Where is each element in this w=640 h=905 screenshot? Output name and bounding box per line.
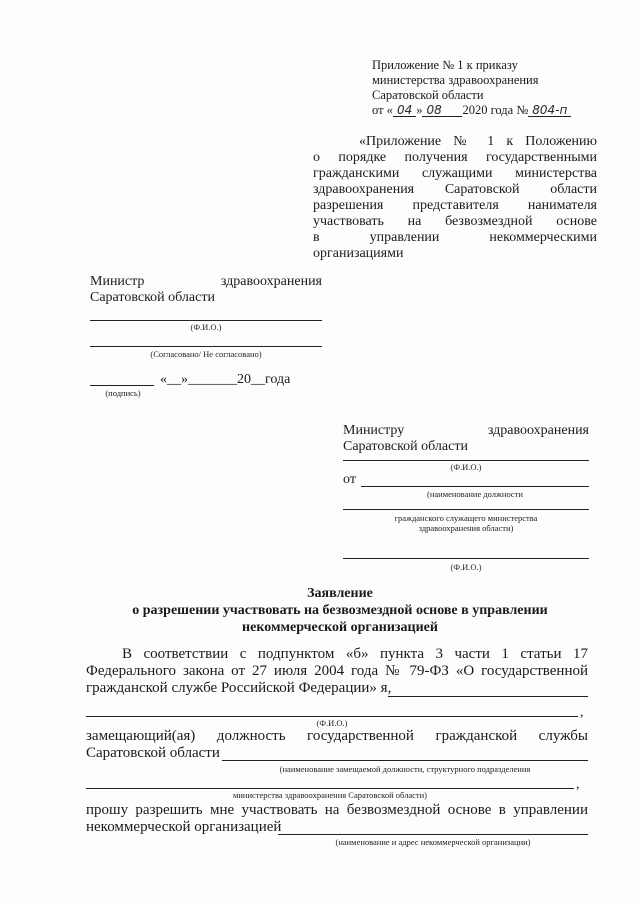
regulation-line: здравоохранения Саратовской области: [313, 182, 597, 197]
appendix-line-3: Саратовской области: [372, 88, 484, 102]
body-region-label: Саратовской области: [86, 745, 220, 761]
addressee-block: [343, 423, 589, 455]
addressee-ministry-field[interactable]: [343, 509, 589, 510]
regulation-line: гражданскими служащими министерства: [313, 166, 597, 181]
body-organization-field[interactable]: [278, 834, 588, 835]
handwritten-day: 04: [393, 104, 416, 117]
handwritten-order-number: 804-п: [528, 104, 571, 117]
body-organization-caption: (наименование и адрес некоммерческой организации): [335, 837, 531, 847]
body-replacing-line: замещающий(ая) должность государственной гражданской службы: [86, 728, 588, 744]
regulation-line: участвовать на безвозмездной основе: [313, 214, 597, 229]
appendix-header: [372, 58, 602, 118]
body-position-field[interactable]: [222, 760, 588, 761]
statement-subtitle-2: некоммерческой организацией: [242, 620, 438, 635]
body-para-line-3: гражданской службе Российской Федерации» я,: [86, 680, 392, 696]
regulation-line: «Приложение № 1 к Положению: [359, 134, 597, 149]
body-ministry-caption: министерства здравоохранения Саратовской области): [232, 790, 428, 800]
approval-title-right: здравоохранения: [220, 274, 322, 289]
body-comma: ,: [580, 705, 584, 720]
handwritten-month: 08: [422, 104, 462, 117]
addressee-fio-caption: (Ф.И.О.): [450, 462, 482, 472]
approval-title-left: Министр: [90, 274, 145, 289]
approval-decision-caption: (Согласовано/ Не согласовано): [150, 349, 262, 359]
addressee-title-right: здравоохранения: [487, 423, 589, 438]
body-request-line-2: некоммерческой организацией: [86, 819, 282, 835]
appendix-date-line: от « 04 » 08 2020 года № 804-п: [372, 103, 602, 118]
regulation-line: организациями: [313, 246, 404, 261]
body-position-caption: (наименование замещаемой должности, структурного подразделения: [279, 764, 531, 774]
approval-region: Саратовской области: [90, 290, 215, 305]
addressee-from-label: от: [343, 472, 356, 487]
regulation-line: в управлении некоммерческими: [313, 230, 597, 245]
addressee-position-field[interactable]: [361, 486, 589, 487]
regulation-line: о порядке получения государственными: [313, 150, 597, 165]
approval-fio-caption: (Ф.И.О.): [190, 322, 222, 332]
approval-signature-caption: (подпись): [105, 388, 141, 398]
statement-title: Заявление: [307, 586, 373, 601]
addressee-position-caption: (наименование должности: [427, 489, 523, 499]
body-ministry-field[interactable]: [86, 788, 574, 789]
body-request-line-1: прошу разрешить мне участвовать на безвозмездной основе в управлении: [86, 802, 588, 818]
approval-signature-field[interactable]: [90, 385, 154, 386]
body-applicant-field-2[interactable]: [86, 716, 578, 717]
regulation-reference: [313, 134, 597, 262]
body-applicant-field-1[interactable]: [388, 696, 588, 697]
approval-decision-field[interactable]: [90, 346, 322, 347]
statement-subtitle-1: о разрешении участвовать на безвозмездной основе в управлении: [132, 603, 548, 618]
addressee-civil-caption-1: гражданского служащего министерства: [394, 513, 538, 523]
regulation-line: разрешения представителя нанимателя: [313, 198, 597, 213]
addressee-region: Саратовской области: [343, 439, 468, 454]
addressee-title-left: Министру: [343, 423, 405, 438]
approval-block: [90, 274, 322, 306]
addressee-fio-field[interactable]: [343, 460, 589, 461]
appendix-line-2: министерства здравоохранения: [372, 73, 539, 87]
body-para-line-2: Федерального закона от 27 июля 2004 года № 79-ФЗ «О государственной: [86, 663, 588, 679]
addressee-civil-caption-2: здравоохранения области): [418, 523, 514, 533]
approval-date: «__»_______20__года: [160, 372, 291, 387]
body-para-line-1: В соответствии с подпунктом «б» пункта 3 части 1 статьи 17: [122, 646, 588, 662]
appendix-line-1: Приложение № 1 к приказу: [372, 58, 518, 72]
addressee-fio-field-2[interactable]: [343, 558, 589, 559]
body-fio-caption: (Ф.И.О.): [316, 718, 348, 728]
body-comma-2: ,: [576, 777, 580, 792]
addressee-fio-caption-2: (Ф.И.О.): [450, 562, 482, 572]
approval-fio-field[interactable]: [90, 320, 322, 321]
